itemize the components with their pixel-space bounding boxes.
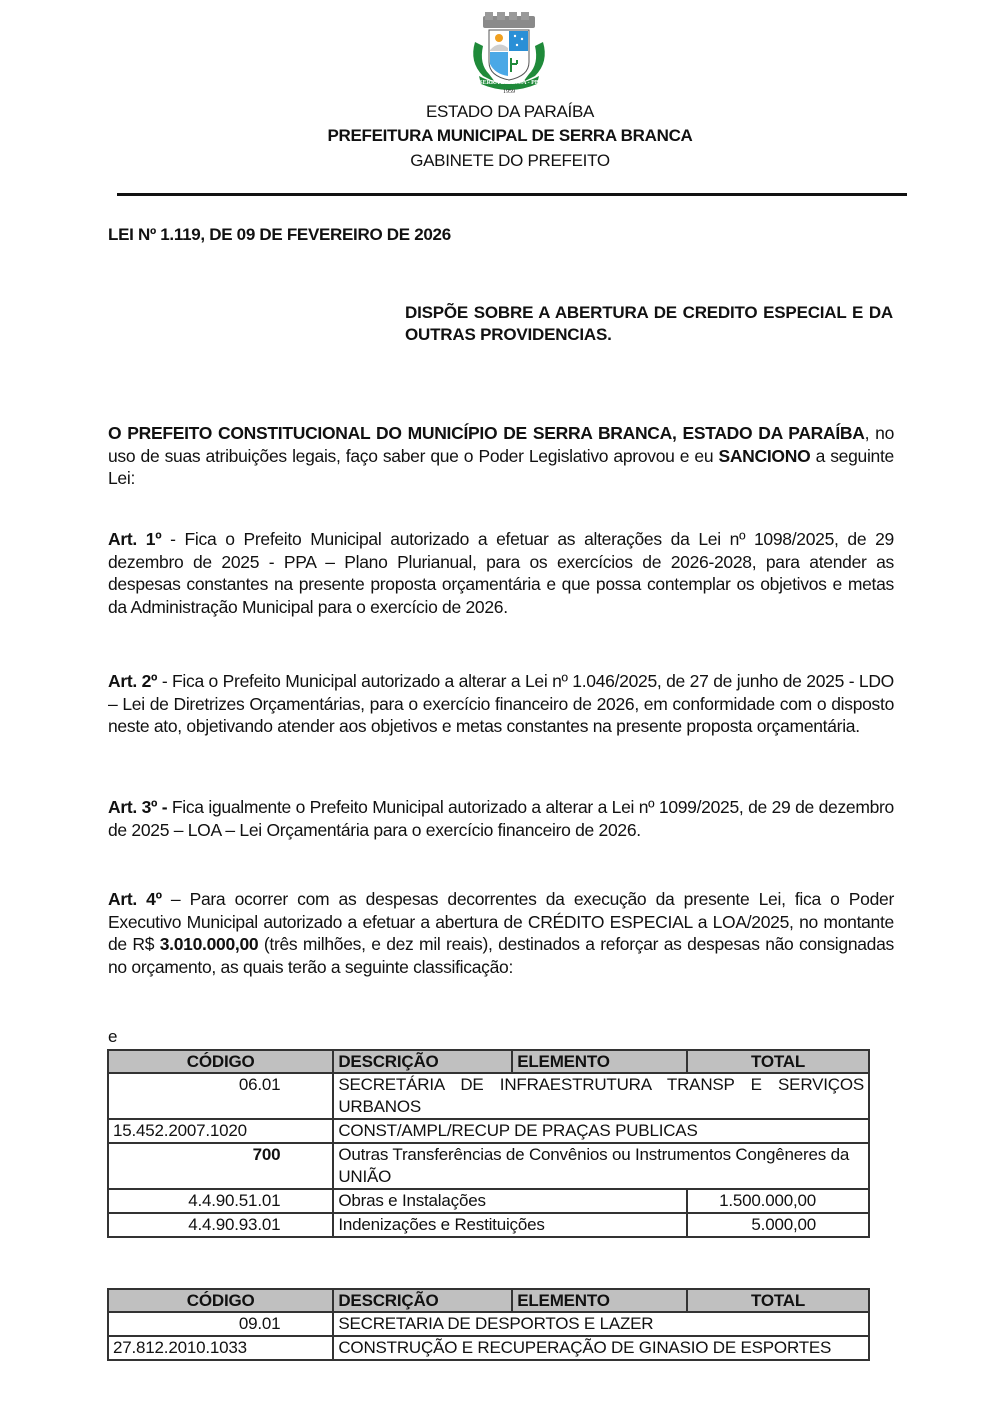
preamble <box>108 422 894 490</box>
prefecture-name: PREFEITURA MUNICIPAL DE SERRA BRANCA <box>327 126 693 145</box>
header-codigo: CÓDIGO <box>108 1050 333 1073</box>
article-2-label: Art. 2º <box>108 671 158 691</box>
office-name: GABINETE DO PREFEITO <box>410 151 610 170</box>
crest-icon <box>465 12 553 94</box>
header-codigo: CÓDIGO <box>108 1289 333 1312</box>
article-4 <box>108 888 894 978</box>
row-code: 4.4.90.93.01 <box>108 1213 333 1237</box>
article-2 <box>108 670 894 738</box>
header-divider <box>117 193 907 196</box>
table-header-row <box>108 1050 869 1073</box>
municipal-crest-logo <box>465 12 553 94</box>
article-3-label: Art. 3º - <box>108 797 168 817</box>
table-row <box>108 1312 869 1336</box>
preamble-text-2: a seguinte Lei: <box>108 445 894 488</box>
row-code: 4.4.90.51.01 <box>108 1189 333 1213</box>
article-1-text: - Fica o Prefeito Municipal autorizado a efetuar as alterações da Lei nº 1098/2025, de 29 dezembro de 2025 - PPA – Plano Plurianual, para os exercícios de 2026-2028, para atender as despesas constantes na presente proposta orçamentária e que possa contemplar os objetivos e metas da Administração Municipal para o exercício de 2026. <box>108 529 894 617</box>
article-1 <box>108 528 894 618</box>
article-4-label: Art. 4º <box>108 889 162 909</box>
row-code: 15.452.2007.1020 <box>108 1119 333 1143</box>
row-code: 06.01 <box>108 1073 333 1119</box>
row-description: CONSTRUÇÃO E RECUPERAÇÃO DE GINASIO DE ESPORTES <box>333 1336 869 1360</box>
row-description: SECRETARIA DE DESPORTOS E LAZER <box>333 1312 869 1336</box>
header-descricao: DESCRIÇÃO <box>333 1289 512 1312</box>
table-row <box>108 1189 869 1213</box>
row-total: 5.000,00 <box>687 1213 869 1237</box>
article-1-label: Art. 1º <box>108 529 162 549</box>
table-header-row <box>108 1289 869 1312</box>
row-code: 09.01 <box>108 1312 333 1336</box>
article-3-text: Fica igualmente o Prefeito Municipal autorizado a alterar a Lei nº 1099/2025, de 29 de dezembro de 2025 – LOA – Lei Orçamentária para o exercício financeiro de 2026. <box>108 797 894 840</box>
row-description: CONST/AMPL/RECUP DE PRAÇAS PUBLICAS <box>333 1119 869 1143</box>
preamble-text-1: , no uso de suas atribuições legais, faço saber que o Poder Legislativo aprovou e eu <box>108 423 894 466</box>
article-4-text-2: (três milhões, e dez mil reais), destinados a reforçar as despesas não consignadas no orçamento, as quais terão a seguinte classificação: <box>108 934 894 977</box>
row-total: 1.500.000,00 <box>687 1189 869 1213</box>
row-description: Obras e Instalações <box>333 1189 687 1213</box>
preamble-bold-start: O PREFEITO CONSTITUCIONAL DO MUNICÍPIO DE SERRA BRANCA, ESTADO DA PARAÍBA <box>108 423 865 443</box>
row-code: 700 <box>108 1143 333 1189</box>
header-elemento: ELEMENTO <box>512 1289 687 1312</box>
article-2-text: - Fica o Prefeito Municipal autorizado a alterar a Lei nº 1.046/2025, de 27 de junho de 2025 - LDO – Lei de Diretrizes Orçamentárias, para o exercício financeiro de 2026, em conformidade com o disposto neste ato, objetivando atender aos objetivos e metas constantes na presente proposta orçamentária. <box>108 671 894 736</box>
article-4-amount: 3.010.000,00 <box>159 934 259 954</box>
budget-table-2 <box>107 1288 870 1361</box>
row-description: SECRETÁRIA DE INFRAESTRUTURA TRANSP E SERVIÇOS URBANOS <box>333 1073 869 1119</box>
table-row <box>108 1213 869 1237</box>
table-row <box>108 1143 869 1189</box>
crest-ribbon-text: SERRA BRANCA - PB <box>479 80 539 86</box>
state-name: ESTADO DA PARAÍBA <box>425 102 595 121</box>
header-total: TOTAL <box>687 1050 869 1073</box>
article-3 <box>108 796 894 841</box>
header-descricao: DESCRIÇÃO <box>333 1050 512 1073</box>
law-ementa: DISPÕE SOBRE A ABERTURA DE CREDITO ESPECIAL E DA OUTRAS PROVIDENCIAS. <box>405 303 893 344</box>
header-elemento: ELEMENTO <box>512 1050 687 1073</box>
preamble-bold-sanciono: SANCIONO <box>718 445 811 466</box>
stray-letter: e <box>108 1027 118 1046</box>
table-row <box>108 1073 869 1119</box>
row-description: Outras Transferências de Convênios ou Instrumentos Congêneres da UNIÃO <box>333 1143 869 1189</box>
row-description: Indenizações e Restituições <box>333 1213 687 1237</box>
table-row <box>108 1336 869 1360</box>
row-code: 27.812.2010.1033 <box>108 1336 333 1360</box>
header-total: TOTAL <box>687 1289 869 1312</box>
table-row <box>108 1119 869 1143</box>
crest-year: 1959 <box>503 89 515 94</box>
law-title: LEI Nº 1.119, DE 09 DE FEVEREIRO DE 2026 <box>108 225 451 244</box>
budget-table-1 <box>107 1049 870 1238</box>
article-4-text-1: – Para ocorrer com as despesas decorrentes da execução da presente Lei, fica o Poder Executivo Municipal autorizado a efetuar a abertura de CRÉDITO ESPECIAL a LOA/2025, no montante de R$ <box>108 889 894 954</box>
